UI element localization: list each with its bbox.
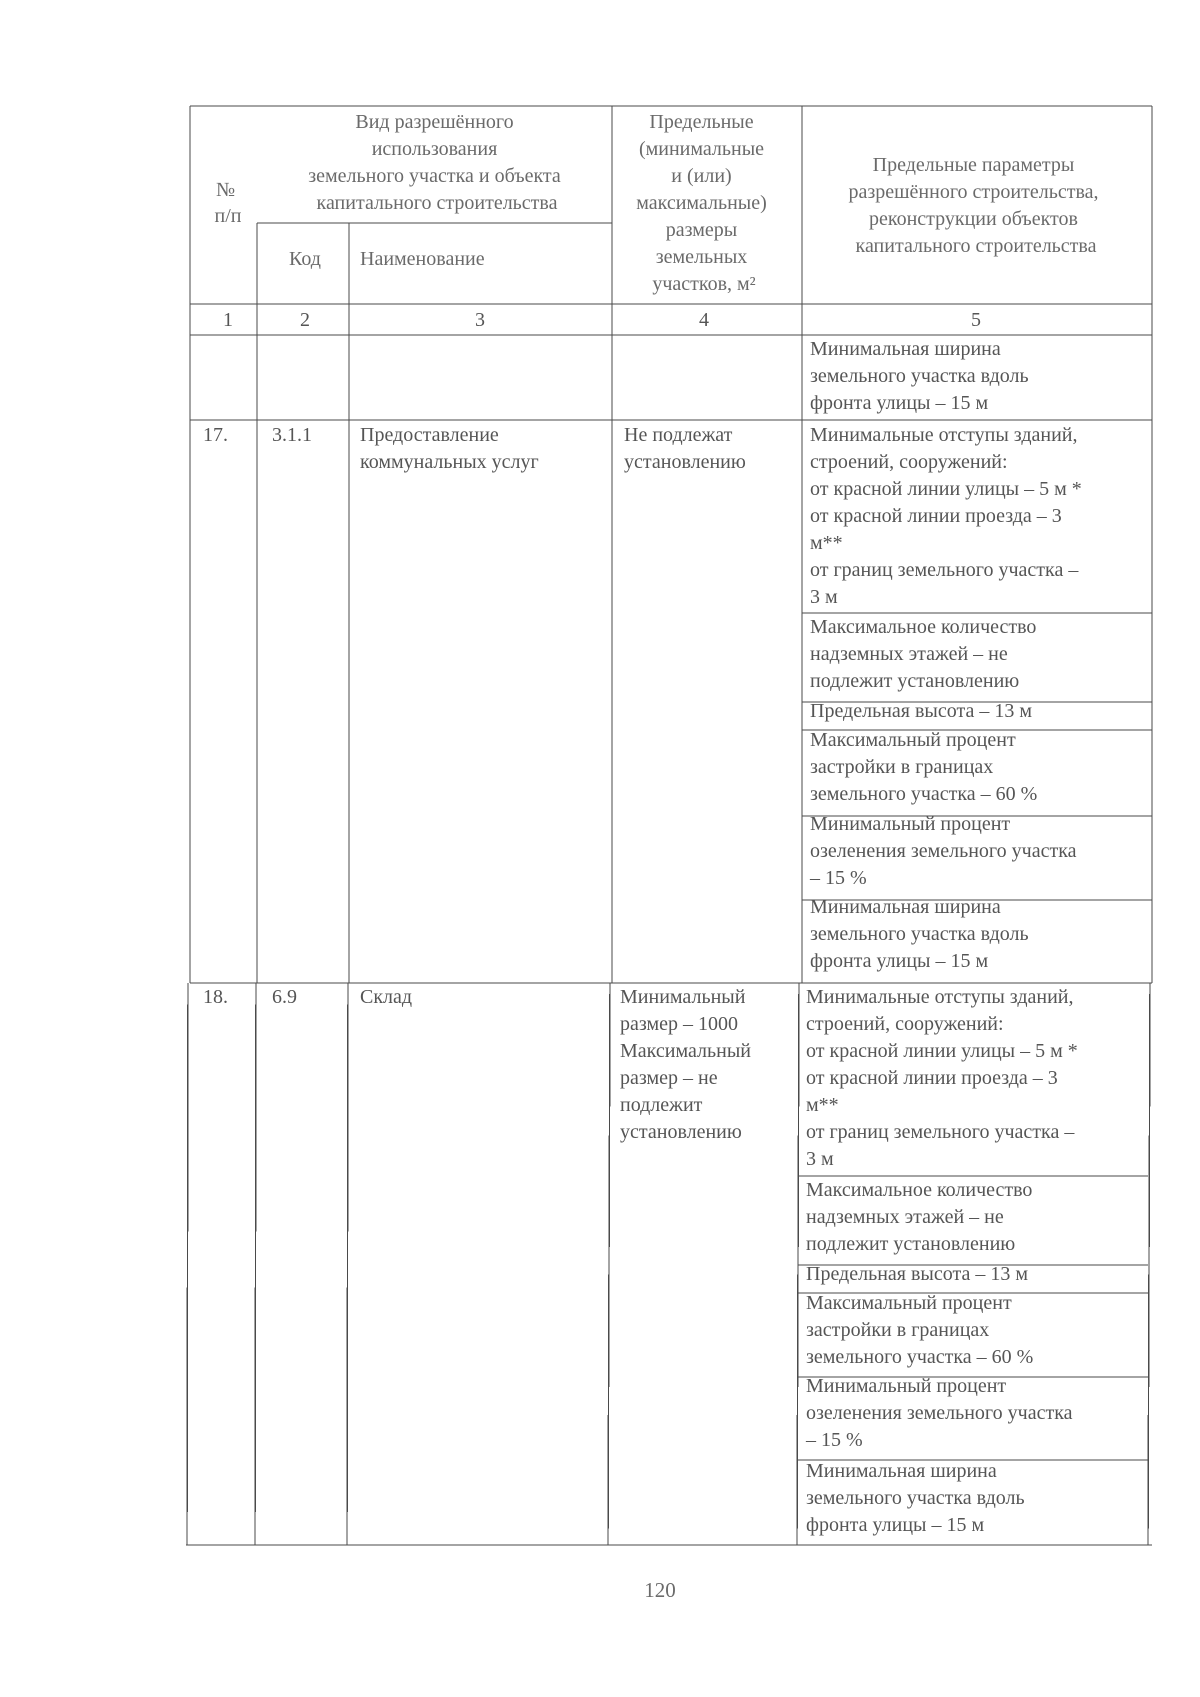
table-rule — [608, 983, 610, 1545]
table-rule — [187, 983, 188, 1545]
continuation-param: Минимальная ширина земельного участка вдоль фронта улицы – 15 м — [810, 338, 1029, 414]
continuation-row — [810, 338, 1034, 414]
header-razmery-label: Предельные (минимальные и (или) максимальные) размеры земельных участков, м² — [636, 111, 767, 295]
param-setbacks: Минимальные отступы зданий, строений, сооружений: от красной линии улицы – 5 м * от красной линии проезда – 3 м** от границ земельного участка – 3 м — [810, 424, 1082, 608]
column-numbers-row — [223, 309, 981, 331]
param-greening-percent: Минимальный процент озеленения земельного участка – 15 % — [806, 1375, 1073, 1451]
header-num-label: № п/п — [214, 179, 242, 227]
header-vid-label: Вид разрешённого использования земельного участка и объекта капитального строительства — [308, 111, 561, 214]
column-number: 5 — [971, 309, 981, 331]
param-building-percent: Максимальный процент застройки в границах земельного участка – 60 % — [806, 1292, 1034, 1368]
param-setbacks: Минимальные отступы зданий, строений, сооружений: от красной линии улицы – 5 м * от красной линии проезда – 3 м** от границ земельного участка – 3 м — [806, 986, 1078, 1170]
column-number: 1 — [223, 309, 233, 331]
table-row — [203, 986, 1083, 1536]
row-name: Склад — [360, 986, 413, 1008]
table-rule — [255, 983, 256, 1545]
table-row — [203, 424, 1087, 972]
row-number: 18. — [203, 986, 228, 1008]
row-size: Не подлежат установлению — [624, 424, 746, 473]
header-params-label: Предельные параметры разрешённого строительства, реконструкции объектов капитального строительства — [848, 154, 1099, 257]
row-code: 3.1.1 — [272, 424, 312, 446]
row-number: 17. — [203, 424, 228, 446]
row-name: Предоставление коммунальных услуг — [360, 424, 539, 473]
column-number: 4 — [699, 309, 709, 331]
row-size: Минимальный размер – 1000 Максимальный размер – не подлежит установлению — [620, 986, 751, 1143]
header-name-label: Наименование — [360, 248, 485, 270]
page-number: 120 — [644, 1578, 676, 1602]
header-kod-label: Код — [289, 248, 321, 270]
param-greening-percent: Минимальный процент озеленения земельного участка – 15 % — [810, 813, 1077, 889]
table-rule — [347, 983, 348, 1545]
param-height: Предельная высота – 13 м — [810, 700, 1033, 722]
param-min-width: Минимальная ширина земельного участка вдоль фронта улицы – 15 м — [810, 896, 1029, 972]
row-code: 6.9 — [272, 986, 297, 1008]
param-floors: Максимальное количество надземных этажей – не подлежит установлению — [810, 616, 1037, 692]
table-rule — [1148, 983, 1150, 1545]
param-min-width: Минимальная ширина земельного участка вдоль фронта улицы – 15 м — [806, 1460, 1025, 1536]
param-height: Предельная высота – 13 м — [806, 1263, 1029, 1285]
param-floors: Максимальное количество надземных этажей – не подлежит установлению — [806, 1179, 1033, 1255]
table-header — [215, 111, 1104, 295]
param-building-percent: Максимальный процент застройки в границах земельного участка – 60 % — [810, 729, 1038, 805]
column-number: 2 — [300, 309, 310, 331]
column-number: 3 — [475, 309, 485, 331]
